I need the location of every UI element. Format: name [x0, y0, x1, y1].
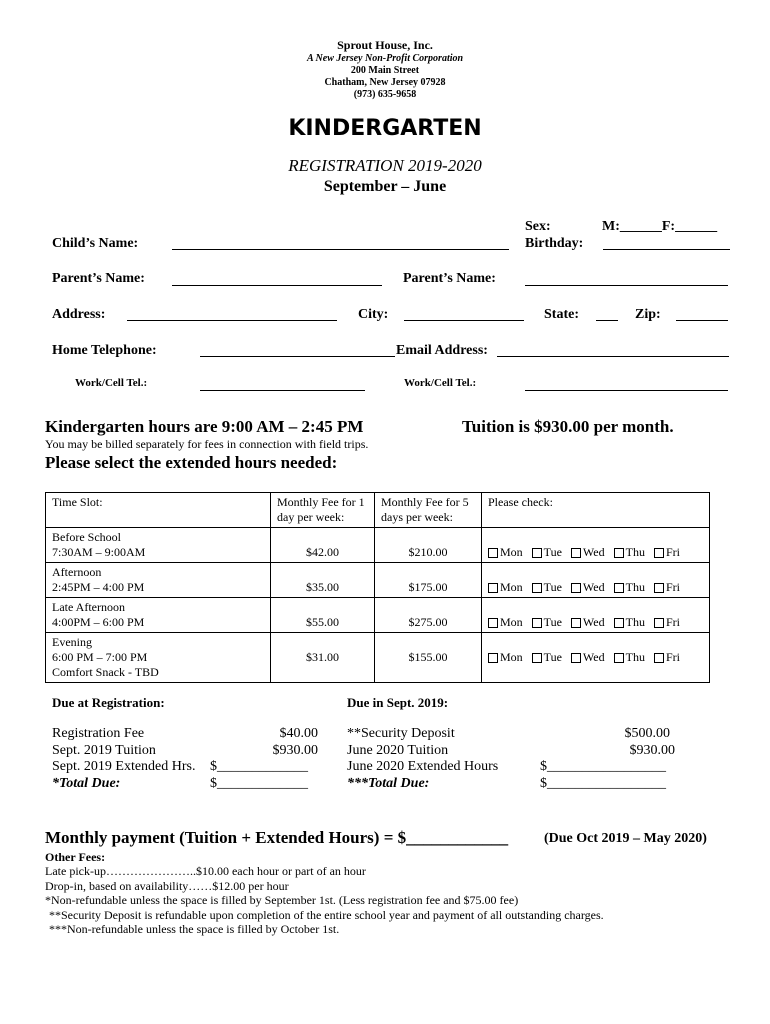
- extended-hours-heading: Please select the extended hours needed:: [45, 453, 338, 472]
- checkbox-mon[interactable]: Mon: [488, 650, 523, 665]
- due-reg-amount-field[interactable]: $_____________: [210, 759, 308, 774]
- birthday-field[interactable]: [603, 249, 730, 250]
- checkbox-icon: [614, 583, 624, 593]
- checkbox-icon: [532, 583, 542, 593]
- table-row: [46, 598, 710, 633]
- other-fees-heading: Other Fees:: [45, 850, 106, 864]
- checkbox-mon[interactable]: Mon: [488, 545, 523, 560]
- checkbox-icon: [488, 618, 498, 628]
- page-title: KINDERGARTEN: [288, 116, 482, 141]
- checkbox-icon: [614, 618, 624, 628]
- birthday-label: Birthday:: [525, 236, 584, 251]
- due-sept-labels: [347, 726, 498, 792]
- time-slot-cell: [46, 563, 271, 598]
- slot-time: 4:00PM – 6:00 PM: [52, 615, 145, 629]
- state-label: State:: [544, 307, 579, 322]
- fee-1day-cell: $31.00: [271, 633, 375, 683]
- work-cell-label-2: Work/Cell Tel.:: [404, 377, 477, 389]
- note-october: ***Non-refundable unless the space is filled by October 1st.: [49, 922, 340, 936]
- due-reg-item-label: Sept. 2019 Tuition: [52, 742, 156, 758]
- checkbox-icon: [571, 548, 581, 558]
- checkbox-icon: [532, 548, 542, 558]
- checkbox-icon: [654, 548, 664, 558]
- checkbox-icon: [654, 618, 664, 628]
- checkbox-thu[interactable]: Thu: [614, 545, 645, 560]
- checkbox-icon: [571, 583, 581, 593]
- checkbox-thu[interactable]: Thu: [614, 615, 645, 630]
- sex-label: Sex:: [525, 219, 551, 234]
- slot-name: Before School: [52, 530, 121, 544]
- header-fee-5days: Monthly Fee for 5 days per week:: [375, 493, 482, 528]
- checkbox-thu[interactable]: Thu: [614, 650, 645, 665]
- home-telephone-label: Home Telephone:: [52, 343, 157, 358]
- due-reg-total-field[interactable]: $_____________: [210, 775, 308, 791]
- fee-5days-cell: $175.00: [375, 563, 482, 598]
- parent-name-field[interactable]: [172, 285, 382, 286]
- checkbox-icon: [614, 653, 624, 663]
- field-trip-note: You may be billed separately for fees in connection with field trips.: [45, 437, 369, 451]
- checkbox-wed[interactable]: Wed: [571, 545, 605, 560]
- checkbox-mon[interactable]: Mon: [488, 580, 523, 595]
- checkbox-icon: [654, 653, 664, 663]
- checkbox-wed[interactable]: Wed: [571, 615, 605, 630]
- due-sept-total-field[interactable]: $_________________: [540, 775, 666, 791]
- zip-field[interactable]: [676, 320, 728, 321]
- checkbox-wed[interactable]: Wed: [571, 650, 605, 665]
- table-row: [46, 528, 710, 563]
- due-sept-item-label: June 2020 Tuition: [347, 742, 449, 758]
- checkbox-icon: [571, 653, 581, 663]
- time-slot-cell: [46, 633, 271, 683]
- table-row: [46, 633, 710, 683]
- address-field[interactable]: [127, 320, 337, 321]
- work-cell-label: Work/Cell Tel.:: [75, 377, 148, 389]
- due-registration-heading: Due at Registration:: [52, 695, 165, 710]
- note-security-deposit: **Security Deposit is refundable upon completion of the entire school year and payment of all outstanding charges.: [49, 908, 604, 922]
- checkbox-wed[interactable]: Wed: [571, 580, 605, 595]
- child-name-field[interactable]: [172, 249, 509, 250]
- email-field[interactable]: [497, 356, 729, 357]
- checkbox-mon[interactable]: Mon: [488, 615, 523, 630]
- due-sept-amount-field[interactable]: $_________________: [540, 759, 666, 774]
- parent-name-label: Parent’s Name:: [52, 271, 145, 286]
- due-sept-heading: Due in Sept. 2019:: [347, 695, 449, 710]
- table-row: [46, 563, 710, 598]
- due-registration-labels: [52, 726, 195, 792]
- day-checkboxes: [482, 633, 710, 683]
- header-time-slot: Time Slot:: [46, 493, 271, 528]
- monthly-payment-field[interactable]: Monthly payment (Tuition + Extended Hours) = $____________: [45, 828, 509, 847]
- slot-time: 2:45PM – 4:00 PM: [52, 580, 145, 594]
- checkbox-icon: [654, 583, 664, 593]
- checkbox-tue[interactable]: Tue: [532, 580, 562, 595]
- due-reg-item-label: Registration Fee: [52, 726, 145, 741]
- org-phone: (973) 635-9658: [353, 89, 417, 100]
- due-reg-total-label: *Total Due:: [52, 775, 121, 791]
- registration-period: September – June: [323, 178, 447, 195]
- note-non-refundable: *Non-refundable unless the space is filled by September 1st. (Less registration fee and $75.00 fee): [45, 893, 519, 907]
- time-slot-cell: [46, 528, 271, 563]
- day-checkboxes: [482, 528, 710, 563]
- sex-mf-field[interactable]: M:______F:______: [602, 219, 718, 234]
- checkbox-icon: [488, 548, 498, 558]
- fee-1day-cell: $42.00: [271, 528, 375, 563]
- slot-extra: Comfort Snack - TBD: [52, 665, 159, 679]
- slot-name: Late Afternoon: [52, 600, 125, 614]
- day-checkboxes: [482, 563, 710, 598]
- slot-name: Afternoon: [52, 565, 102, 579]
- due-sept-item-label: **Security Deposit: [347, 726, 455, 741]
- zip-label: Zip:: [635, 307, 661, 322]
- due-sept-amount: $500.00: [624, 726, 670, 741]
- due-reg-amount: $40.00: [279, 726, 318, 741]
- time-slot-cell: [46, 598, 271, 633]
- slot-time: 6:00 PM – 7:00 PM: [52, 650, 148, 664]
- due-reg-amount: $930.00: [272, 742, 318, 758]
- checkbox-icon: [488, 653, 498, 663]
- checkbox-thu[interactable]: Thu: [614, 580, 645, 595]
- fee-1day-cell: $35.00: [271, 563, 375, 598]
- tuition-info: Tuition is $930.00 per month.: [462, 417, 674, 436]
- fee-1day-cell: $55.00: [271, 598, 375, 633]
- state-field[interactable]: [596, 320, 618, 321]
- work-cell-field[interactable]: [200, 390, 365, 391]
- checkbox-icon: [532, 653, 542, 663]
- due-reg-item-label: Sept. 2019 Extended Hrs.: [52, 759, 196, 774]
- checkbox-icon: [532, 618, 542, 628]
- checkbox-tue[interactable]: Tue: [532, 545, 562, 560]
- parent-name-label-2: Parent’s Name:: [403, 271, 496, 286]
- day-checkboxes: [482, 598, 710, 633]
- org-street: 200 Main Street: [350, 65, 420, 76]
- checkbox-tue[interactable]: Tue: [532, 650, 562, 665]
- dropin-fee: Drop-in, based on availability……$12.00 per hour: [45, 879, 289, 893]
- child-name-label: Child’s Name:: [52, 236, 139, 251]
- home-telephone-field[interactable]: [200, 356, 395, 357]
- monthly-payment-note: (Due Oct 2019 – May 2020): [544, 831, 707, 846]
- due-sept-item-label: June 2020 Extended Hours: [347, 759, 499, 774]
- org-name: Sprout House, Inc.: [337, 38, 433, 52]
- fee-5days-cell: $210.00: [375, 528, 482, 563]
- header-fee-1day: Monthly Fee for 1 day per week:: [271, 493, 375, 528]
- checkbox-fri[interactable]: Fri: [654, 545, 680, 560]
- checkbox-fri[interactable]: Fri: [654, 650, 680, 665]
- late-pickup-fee: Late pick-up…………………..$10.00 each hour or part of an hour: [45, 864, 366, 878]
- work-cell-field-2[interactable]: [525, 390, 728, 391]
- city-label: City:: [358, 307, 389, 322]
- parent-name-field-2[interactable]: [525, 285, 728, 286]
- slot-name: Evening: [52, 635, 92, 649]
- extended-hours-table: [45, 492, 710, 683]
- address-label: Address:: [52, 307, 106, 322]
- email-label: Email Address:: [396, 343, 488, 358]
- checkbox-icon: [488, 583, 498, 593]
- due-sept-amounts: [540, 726, 675, 792]
- fee-5days-cell: $275.00: [375, 598, 482, 633]
- registration-year: REGISTRATION 2019-2020: [288, 156, 482, 175]
- checkbox-fri[interactable]: Fri: [654, 615, 680, 630]
- checkbox-icon: [614, 548, 624, 558]
- due-sept-total-label: ***Total Due:: [347, 775, 430, 791]
- header-please-check: Please check:: [482, 493, 710, 528]
- checkbox-fri[interactable]: Fri: [654, 580, 680, 595]
- table-header-row: [46, 493, 710, 528]
- slot-time: 7:30AM – 9:00AM: [52, 545, 146, 559]
- org-city: Chatham, New Jersey 07928: [324, 77, 446, 88]
- checkbox-icon: [571, 618, 581, 628]
- checkbox-tue[interactable]: Tue: [532, 615, 562, 630]
- city-field[interactable]: [404, 320, 524, 321]
- fee-5days-cell: $155.00: [375, 633, 482, 683]
- due-sept-amount: $930.00: [629, 742, 675, 758]
- org-subtitle: A New Jersey Non-Profit Corporation: [306, 53, 464, 64]
- due-registration-amounts: [210, 726, 318, 792]
- kindergarten-hours: Kindergarten hours are 9:00 AM – 2:45 PM: [45, 417, 364, 436]
